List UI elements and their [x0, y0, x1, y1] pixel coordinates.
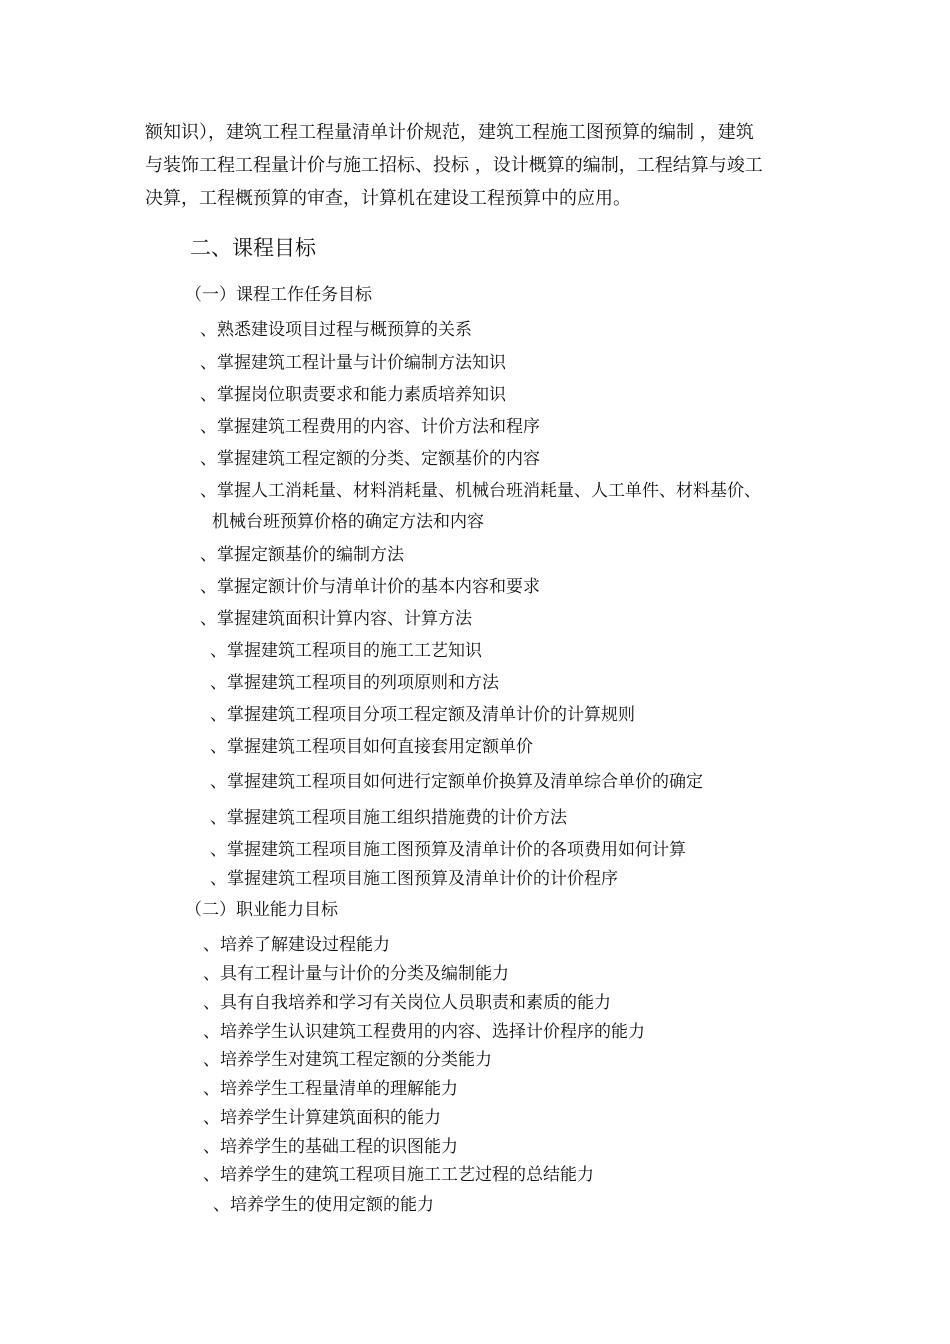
task-goal-item: 、掌握建筑工程计量与计价编制方法知识: [200, 353, 506, 373]
task-goal-item: 、掌握建筑面积计算内容、计算方法: [200, 609, 472, 629]
task-goal-item: 、掌握建筑工程项目的列项原则和方法: [210, 673, 499, 693]
intro-line: 决算，工程概预算的审查，计算机在建设工程预算中的应用。: [145, 188, 631, 209]
ability-goal-item: 、培养学生计算建筑面积的能力: [203, 1108, 441, 1128]
ability-goal-item: 、具有自我培养和学习有关岗位人员职责和素质的能力: [203, 993, 611, 1013]
task-goal-item: 、掌握建筑工程项目施工图预算及清单计价的各项费用如何计算: [210, 840, 686, 860]
task-goal-item: 、掌握建筑工程定额的分类、定额基价的内容: [200, 449, 540, 469]
task-goal-item-continuation: 机械台班预算价格的确定方法和内容: [212, 512, 484, 532]
ability-goal-item: 、培养学生的建筑工程项目施工工艺过程的总结能力: [203, 1165, 594, 1185]
task-goal-item: 、掌握建筑工程费用的内容、计价方法和程序: [200, 417, 540, 437]
ability-goal-item: 、培养学生的基础工程的识图能力: [203, 1137, 458, 1157]
intro-paragraph: [145, 116, 810, 215]
intro-line: 额知识），建筑工程工程量清单计价规范，建筑工程施工图预算的编制 ，建筑: [145, 122, 754, 143]
task-goal-item: 、掌握定额计价与清单计价的基本内容和要求: [200, 577, 540, 597]
ability-goal-item: 、培养学生认识建筑工程费用的内容、选择计价程序的能力: [203, 1022, 645, 1042]
ability-goal-item: 、培养了解建设过程能力: [203, 935, 390, 955]
task-goals-title: （一）课程工作任务目标: [185, 285, 372, 305]
task-goal-item: 、掌握建筑工程项目如何进行定额单价换算及清单综合单价的确定: [210, 772, 703, 792]
intro-line: 与装饰工程工程量计价与施工招标、投标 ，设计概算的编制，工程结算与竣工: [145, 155, 763, 176]
task-goal-item: 、掌握岗位职责要求和能力素质培养知识: [200, 385, 506, 405]
section-heading: 二、课程目标: [190, 236, 316, 260]
ability-goals-title: （二）职业能力目标: [185, 900, 338, 920]
ability-goal-item: 、培养学生对建筑工程定额的分类能力: [203, 1050, 492, 1070]
ability-goal-item: 、培养学生的使用定额的能力: [213, 1195, 434, 1215]
task-goal-item: 、掌握建筑工程项目的施工工艺知识: [210, 641, 482, 661]
ability-goal-item: 、培养学生工程量清单的理解能力: [203, 1079, 458, 1099]
task-goal-item: 、掌握人工消耗量、材料消耗量、机械台班消耗量、人工单件、材料基价、: [200, 481, 761, 501]
task-goal-item: 、掌握建筑工程项目分项工程定额及清单计价的计算规则: [210, 705, 635, 725]
task-goal-item: 、掌握建筑工程项目如何直接套用定额单价: [210, 737, 533, 757]
task-goal-item: 、熟悉建设项目过程与概预算的关系: [200, 320, 472, 340]
ability-goal-item: 、具有工程计量与计价的分类及编制能力: [203, 964, 509, 984]
task-goal-item: 、掌握建筑工程项目施工图预算及清单计价的计价程序: [210, 869, 618, 889]
task-goal-item: 、掌握建筑工程项目施工组织措施费的计价方法: [210, 808, 567, 828]
task-goal-item: 、掌握定额基价的编制方法: [200, 545, 404, 565]
